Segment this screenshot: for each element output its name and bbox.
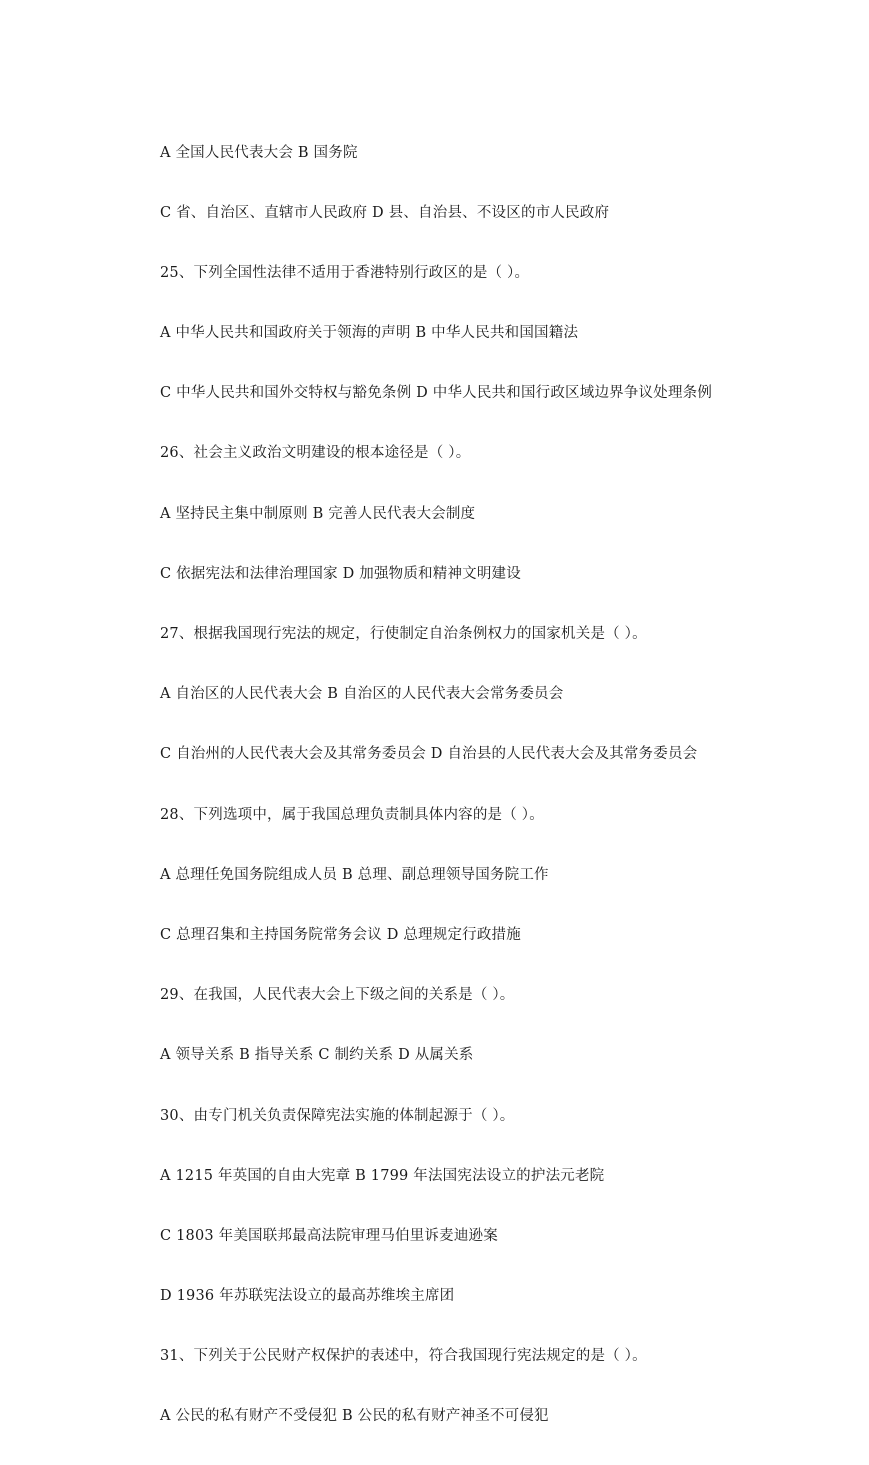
document-body xyxy=(160,126,840,1465)
option-line-30-d: D 1936 年苏联宪法设立的最高苏维埃主席团 xyxy=(160,1288,455,1305)
option-line-31-ab: A 公民的私有财产不受侵犯 B 公民的私有财产神圣不可侵犯 xyxy=(160,1408,549,1425)
question-28: 28、下列选项中，属于我国总理负责制具体内容的是（ ）。 xyxy=(160,806,544,823)
option-line-30-c: C 1803 年美国联邦最高法院审理马伯里诉麦迪逊案 xyxy=(160,1227,498,1244)
option-line-26-cd: C 依据宪法和法律治理国家 D 加强物质和精神文明建设 xyxy=(160,565,521,582)
option-line-28-cd: C 总理召集和主持国务院常务会议 D 总理规定行政措施 xyxy=(160,926,521,943)
question-26: 26、社会主义政治文明建设的根本途径是（ ）。 xyxy=(160,445,471,462)
option-line-27-ab: A 自治区的人民代表大会 B 自治区的人民代表大会常务委员会 xyxy=(160,686,564,703)
question-31: 31、下列关于公民财产权保护的表述中，符合我国现行宪法规定的是（ ）。 xyxy=(160,1348,647,1365)
option-line-28-ab: A 总理任免国务院组成人员 B 总理、副总理领导国务院工作 xyxy=(160,866,549,883)
option-line-29-abcd: A 领导关系 B 指导关系 C 制约关系 D 从属关系 xyxy=(160,1047,474,1064)
option-line-26-ab: A 坚持民主集中制原则 B 完善人民代表大会制度 xyxy=(160,505,476,522)
question-27: 27、根据我国现行宪法的规定，行使制定自治条例权力的国家机关是（ ）。 xyxy=(160,626,647,642)
question-29: 29、在我国，人民代表大会上下级之间的关系是（ ）。 xyxy=(160,987,515,1004)
option-line-25-cd: C 中华人民共和国外交特权与豁免条例 D 中华人民共和国行政区域边界争议处理条例 xyxy=(160,385,713,402)
option-line-30-ab: A 1215 年英国的自由大宪章 B 1799 年法国宪法设立的护法元老院 xyxy=(160,1167,605,1184)
question-30: 30、由专门机关负责保障宪法实施的体制起源于（ ）。 xyxy=(160,1107,515,1124)
option-line-27-cd: C 自治州的人民代表大会及其常务委员会 D 自治县的人民代表大会及其常务委员会 xyxy=(160,746,698,763)
question-25: 25、下列全国性法律不适用于香港特别行政区的是（ ）。 xyxy=(160,264,530,281)
option-line-25-ab: A 中华人民共和国政府关于领海的声明 B 中华人民共和国国籍法 xyxy=(160,325,579,342)
option-line-24-ab: A 全国人民代表大会 B 国务院 xyxy=(160,144,358,161)
option-line-24-cd: C 省、自治区、直辖市人民政府 D 县、自治县、不设区的市人民政府 xyxy=(160,204,610,221)
